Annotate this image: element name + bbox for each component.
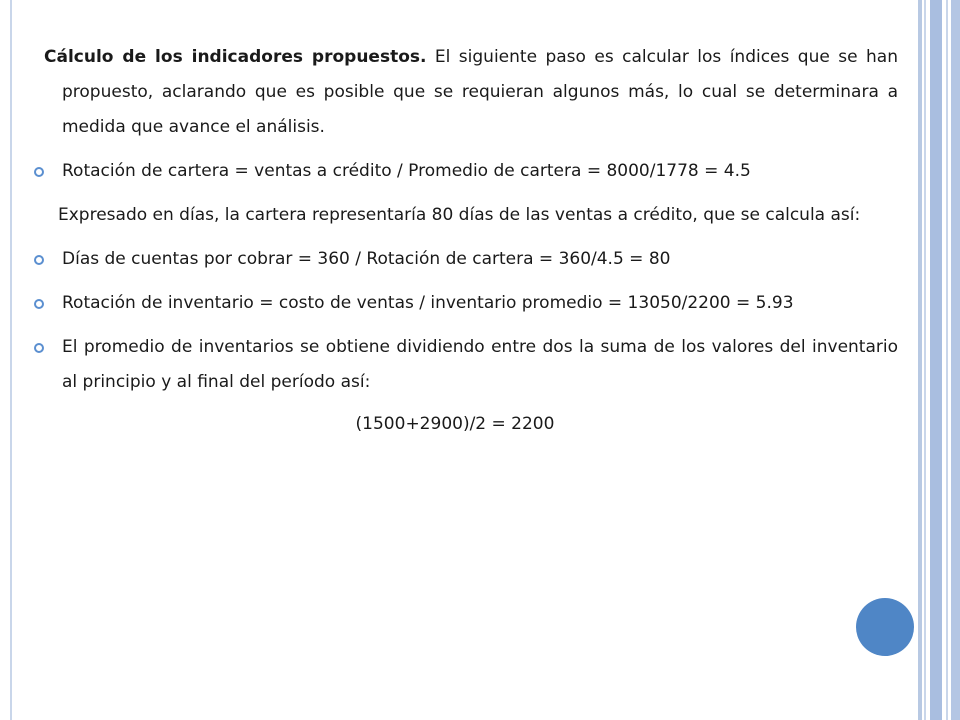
explanation-paragraph [32,198,898,233]
list-item [32,242,898,277]
intro-paragraph [32,40,898,145]
left-border-rule [10,0,12,720]
frame-stripe [930,0,942,720]
item-text: Rotación de inventario = costo de ventas / inventario promedio = 13050/2200 = 5.93 [62,293,794,313]
formula-line: (1500+2900)/2 = 2200 [355,414,555,434]
item-text: El promedio de inventarios se obtiene dividiendo entre dos la suma de los valores del inventario al principio y al final del período así: [62,337,898,392]
frame-stripe [918,0,922,720]
bullet-ring-icon [34,343,44,353]
bullet-ring-icon [34,299,44,309]
list-item [32,154,898,189]
frame-stripe [951,0,960,720]
frame-stripe [946,0,948,720]
list-item [32,330,898,400]
item-text: Expresado en días, la cartera representaría 80 días de las ventas a crédito, que se calcula así: [58,205,861,225]
intro-text: El siguiente paso es calcular los índices que se han propuesto, aclarando que es posible que se requieran algunos más, lo cual se determinara a medida que avance el análisis. [62,47,898,137]
decorative-circle [856,598,914,656]
right-decorative-frame [916,0,960,720]
slide-body [32,40,898,442]
frame-stripe [924,0,926,720]
intro-heading: Cálculo de los indicadores propuestos. [44,47,427,67]
item-text: Días de cuentas por cobrar = 360 / Rotación de cartera = 360/4.5 = 80 [62,249,671,269]
item-text: Rotación de cartera = ventas a crédito / Promedio de cartera = 8000/1778 = 4.5 [62,161,751,181]
bullet-ring-icon [34,255,44,265]
list-item [32,286,898,321]
bullet-ring-icon [34,167,44,177]
